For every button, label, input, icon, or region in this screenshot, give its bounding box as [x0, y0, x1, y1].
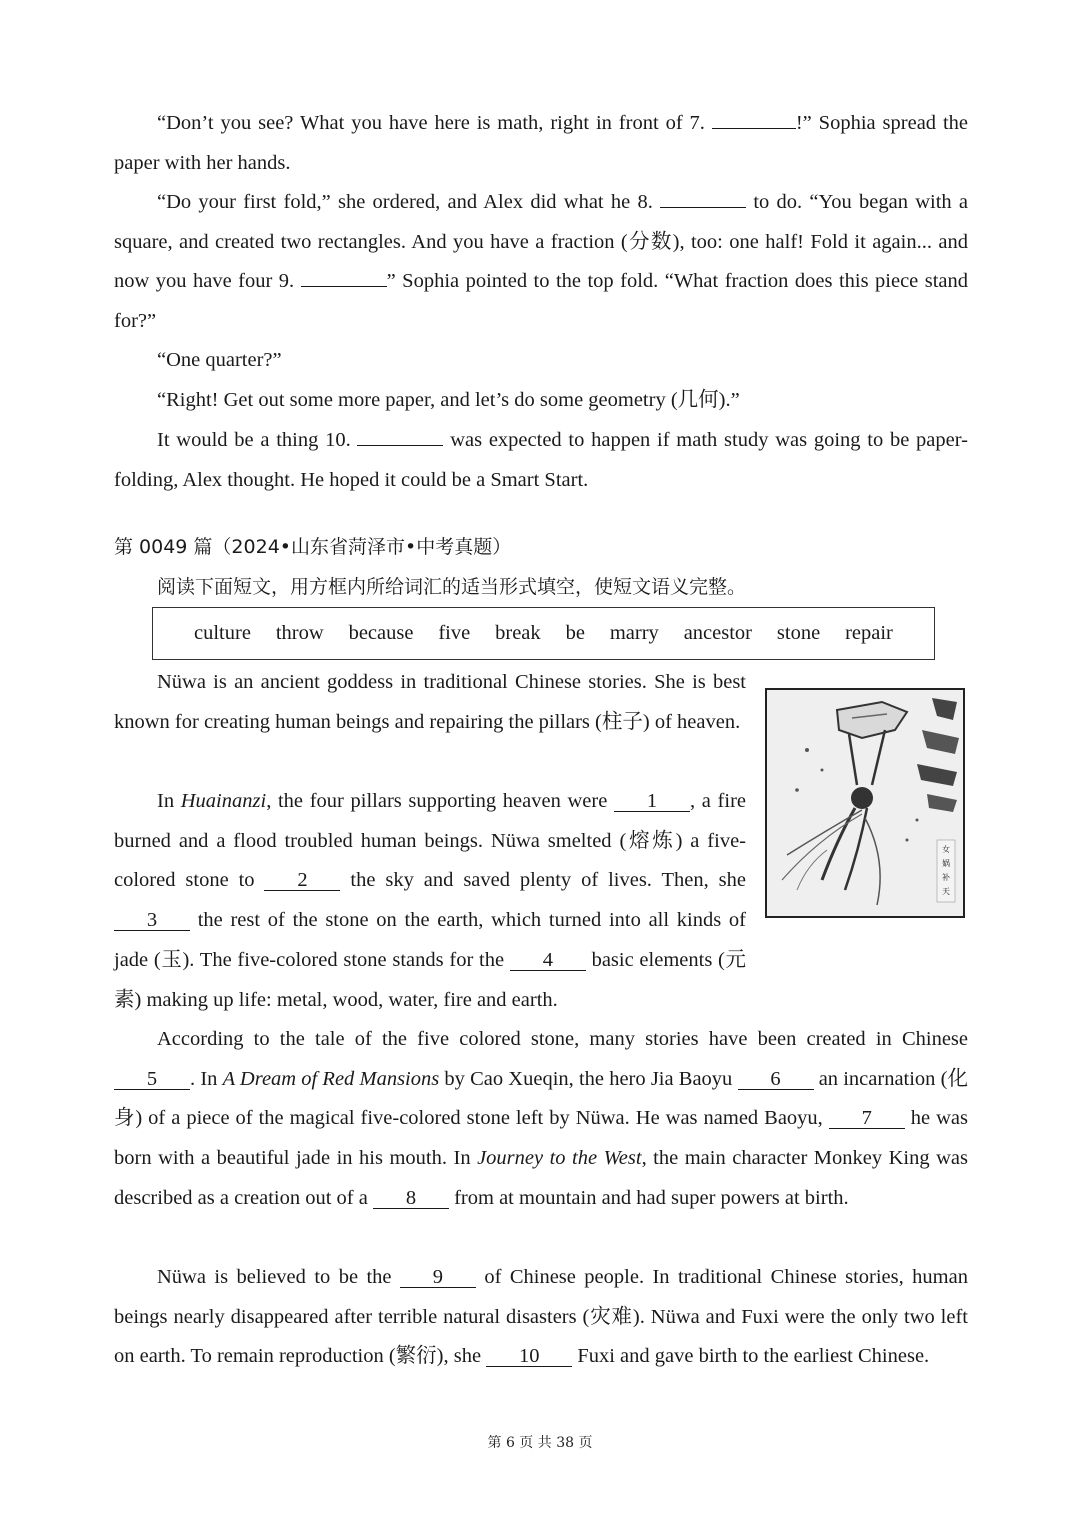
paragraph-sophia-spread	[114, 104, 968, 183]
text: he was born with a beautiful jade in his mouth. In	[114, 1107, 968, 1170]
book-title: A Dream of Red Mansions	[222, 1067, 440, 1090]
blank-9[interactable]	[301, 286, 387, 287]
caption-char-2: 娲	[942, 859, 950, 868]
blank-3[interactable]: 3	[114, 910, 190, 931]
blank-2[interactable]: 2	[264, 870, 340, 891]
paragraph-huainanzi	[114, 782, 968, 1020]
page-footer: 第 6 页 共 38 页	[487, 1435, 593, 1451]
text: !” Sophia spread the paper with her hands.	[114, 112, 968, 174]
text: “Right! Get out some more paper, and let’s do some geometry (几何).”	[157, 389, 740, 411]
paragraph-geometry	[114, 381, 968, 421]
text: to do. “You began with a square, and created two rectangles. And you have a fraction (分数), too: one half! Fold it again... and now you have four 9.	[114, 191, 969, 293]
caption-char-4: 天	[942, 887, 950, 896]
blank-5[interactable]: 5	[114, 1069, 190, 1090]
text: the rest of the stone on the earth, which turned into all kinds of jade (玉). The five-colored stone stands for the	[114, 909, 746, 971]
text: In	[157, 790, 181, 812]
word-box-item: five	[438, 622, 471, 644]
text: an incarnation (化身) of a piece of the magical five-colored stone left by Nüwa. He was named Baoyu,	[114, 1067, 969, 1130]
word-box-item: culture	[194, 622, 251, 644]
text: ” Sophia pointed to the top fold. “What fraction does this piece stand for?”	[114, 270, 969, 333]
text: by Cao Xueqin, the hero Jia Baoyu	[439, 1067, 738, 1090]
word-box-item: throw	[275, 622, 324, 644]
paragraph-first-fold	[114, 183, 968, 342]
section-instruction: 阅读下面短文，用方框内所给词汇的适当形式填空，使短文语义完整。	[157, 576, 747, 598]
text: “Don’t you see? What you have here is math, right in front of 7.	[157, 112, 712, 134]
caption-char-3: 补	[942, 873, 950, 882]
text: Nüwa is believed to be the	[157, 1266, 400, 1288]
text: “One quarter?”	[157, 349, 282, 371]
blank-1[interactable]: 1	[614, 791, 690, 812]
paragraph-ancestor	[114, 1258, 968, 1377]
blank-8-passage[interactable]: 8	[373, 1188, 449, 1209]
book-title: Journey to the West	[477, 1147, 642, 1170]
blank-7-passage[interactable]: 7	[829, 1108, 905, 1129]
paragraph-one-quarter	[114, 341, 968, 381]
word-box-item: be	[565, 622, 585, 644]
text: , the main character Monkey King was described as a creation out of a	[114, 1147, 969, 1209]
text: “Do your first fold,” she ordered, and Alex did what he 8.	[157, 191, 661, 213]
word-box	[152, 607, 935, 660]
text: According to the tale of the five colored stone, many stories have been created in Chinese	[157, 1028, 968, 1050]
text: Fuxi and gave birth to the earliest Chinese.	[572, 1345, 930, 1368]
blank-4[interactable]: 4	[510, 950, 586, 971]
text: . In	[190, 1067, 223, 1090]
caption-char-1: 女	[942, 845, 950, 854]
paragraph-smart-start	[114, 421, 968, 500]
blank-6[interactable]: 6	[738, 1069, 814, 1090]
text: , the four pillars supporting heaven were	[266, 790, 614, 812]
paragraph-nuwa-intro	[114, 663, 746, 742]
word-box-item: repair	[845, 622, 893, 644]
word-box-item: marry	[609, 622, 659, 644]
text: of Chinese people. In traditional Chinese stories, human beings nearly disappeared after terrible natural disasters (灾难). Nüwa and Fuxi were the only two left on earth. To remain reproduction (繁衍), she	[114, 1266, 968, 1368]
paragraph-five-colored-stone	[114, 1020, 968, 1219]
text: Nüwa is an ancient goddess in traditional Chinese stories. She is best known for creating human beings and repairing the pillars (柱子) of heaven.	[114, 671, 746, 733]
book-title: Huainanzi	[180, 790, 267, 812]
word-box-item: ancestor	[683, 622, 752, 644]
word-box-item: break	[495, 622, 541, 644]
blank-10[interactable]	[357, 445, 443, 446]
text: was expected to happen if math study was going to be paper-folding, Alex thought. He hoped it could be a Smart Start.	[114, 429, 968, 491]
blank-9-passage[interactable]: 9	[400, 1267, 476, 1288]
section-heading: 第 0049 篇（2024•山东省菏泽市•中考真题）	[114, 536, 512, 558]
text: the sky and saved plenty of lives. Then, she	[340, 869, 746, 892]
blank-7[interactable]	[712, 128, 796, 129]
text: from at mountain and had super powers at birth.	[448, 1186, 849, 1209]
blank-10-passage[interactable]: 10	[486, 1346, 572, 1367]
word-box-item: stone	[776, 622, 821, 644]
blank-8[interactable]	[660, 207, 746, 208]
text: basic elements (元素) making up life: metal, wood, water, fire and earth.	[114, 948, 746, 1011]
float-spacer	[746, 782, 968, 941]
text: , a fire burned and a flood troubled human beings. Nüwa smelted (熔炼) a five-colored stone to	[114, 790, 747, 892]
word-box-item: because	[348, 622, 414, 644]
text: It would be a thing 10.	[157, 429, 358, 451]
